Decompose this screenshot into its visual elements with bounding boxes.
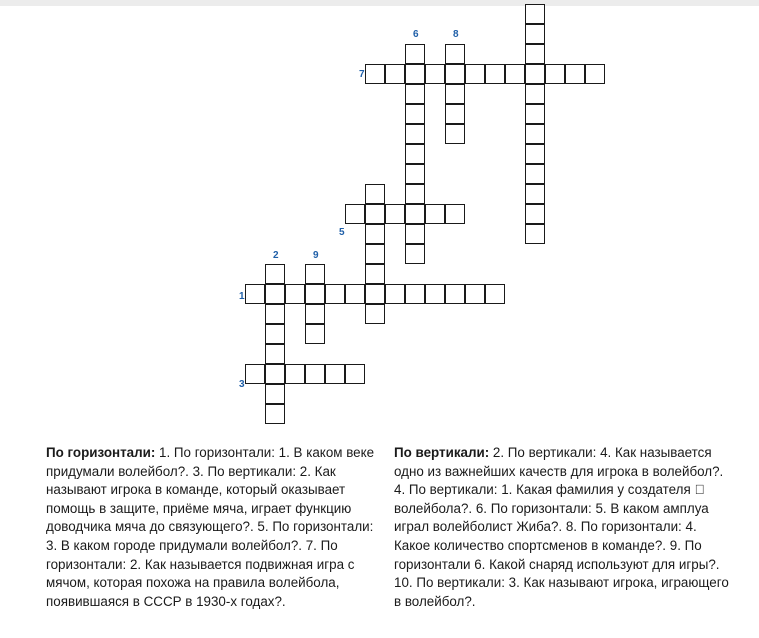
clue-number-1: 1 xyxy=(239,291,245,302)
crossword-cell[interactable] xyxy=(405,84,425,104)
crossword-cell[interactable] xyxy=(365,304,385,324)
crossword-cell[interactable] xyxy=(345,364,365,384)
crossword-cell[interactable] xyxy=(465,284,485,304)
clue-number-3: 3 xyxy=(239,379,245,390)
crossword-cell[interactable] xyxy=(525,4,545,24)
crossword-cell[interactable] xyxy=(265,324,285,344)
crossword-cell[interactable] xyxy=(305,304,325,324)
crossword-cell[interactable] xyxy=(365,224,385,244)
crossword-cell[interactable] xyxy=(525,184,545,204)
clue-number-9: 9 xyxy=(313,250,319,261)
crossword-cell[interactable] xyxy=(405,244,425,264)
crossword-cell[interactable] xyxy=(405,184,425,204)
horizontal-heading: По горизонтали: xyxy=(46,445,156,460)
crossword-cell[interactable] xyxy=(565,64,585,84)
crossword-cell[interactable] xyxy=(325,284,345,304)
crossword-cell[interactable] xyxy=(485,284,505,304)
crossword-cell[interactable] xyxy=(505,64,525,84)
crossword-cell[interactable] xyxy=(385,204,405,224)
crossword-cell[interactable] xyxy=(365,284,385,304)
crossword-cell[interactable] xyxy=(285,364,305,384)
vertical-heading: По вертикали: xyxy=(394,445,490,460)
vertical-clues-text: 2. По вертикали: 4. Как называется одно из важнейших качеств для игрока в волейбол?. 4. По вертикали: 1. Какая фамилия у создателя   волейбола?. 6. По горизонтали: 5. В каком амплуа играл волейболист Жиба?. 8. По горизонтали: 4. Какое количество спортсменов в команде?. 9. По горизонтали 6. Какой снаряд используют для игры?. 10. По вертикали: 3. Как называют игрока, играющего в волейбол?. xyxy=(394,445,729,609)
crossword-cell[interactable] xyxy=(525,124,545,144)
crossword-cell[interactable] xyxy=(545,64,565,84)
crossword-cell[interactable] xyxy=(585,64,605,84)
crossword-cell[interactable] xyxy=(525,164,545,184)
clue-number-5: 5 xyxy=(339,227,345,238)
crossword-cell[interactable] xyxy=(405,164,425,184)
crossword-cell[interactable] xyxy=(385,284,405,304)
crossword-cell[interactable] xyxy=(385,64,405,84)
crossword-cell[interactable] xyxy=(465,64,485,84)
crossword-cell[interactable] xyxy=(365,204,385,224)
crossword-cell[interactable] xyxy=(265,344,285,364)
crossword-cell[interactable] xyxy=(305,364,325,384)
clue-number-2: 2 xyxy=(273,250,279,261)
crossword-cell[interactable] xyxy=(405,124,425,144)
crossword-cell[interactable] xyxy=(485,64,505,84)
crossword-cell[interactable] xyxy=(525,64,545,84)
crossword-cell[interactable] xyxy=(345,284,365,304)
crossword-cell[interactable] xyxy=(265,384,285,404)
crossword-cell[interactable] xyxy=(445,104,465,124)
crossword-cell[interactable] xyxy=(405,224,425,244)
crossword-cell[interactable] xyxy=(445,204,465,224)
crossword-cell[interactable] xyxy=(525,44,545,64)
crossword-cell[interactable] xyxy=(445,64,465,84)
crossword-cell[interactable] xyxy=(405,144,425,164)
crossword-cell[interactable] xyxy=(525,224,545,244)
crossword-cell[interactable] xyxy=(325,364,345,384)
crossword-cell[interactable] xyxy=(425,284,445,304)
crossword-cell[interactable] xyxy=(365,184,385,204)
clue-number-6: 6 xyxy=(413,29,419,40)
crossword-cell[interactable] xyxy=(245,364,265,384)
crossword-cell[interactable] xyxy=(365,264,385,284)
crossword-cell[interactable] xyxy=(305,284,325,304)
crossword-cell[interactable] xyxy=(305,264,325,284)
crossword-cell[interactable] xyxy=(405,64,425,84)
crossword-cell[interactable] xyxy=(265,364,285,384)
clue-number-7: 7 xyxy=(359,69,365,80)
crossword-cell[interactable] xyxy=(365,244,385,264)
crossword-cell[interactable] xyxy=(265,284,285,304)
crossword-cell[interactable] xyxy=(425,64,445,84)
crossword-cell[interactable] xyxy=(445,284,465,304)
crossword-cell[interactable] xyxy=(425,204,445,224)
crossword-cell[interactable] xyxy=(445,44,465,64)
vertical-clues xyxy=(394,444,730,611)
crossword-cell[interactable] xyxy=(245,284,265,304)
crossword-cell[interactable] xyxy=(285,284,305,304)
horizontal-clues-text: 1. По горизонтали: 1. В каком веке придумали волейбол?. 3. По вертикали: 2. Как называют игрока в команде, который оказывает помощь в защите, приёме мяча, играет функцию доводчика мяча до связующего?. 5. По горизонтали: 3. В каком городе придумали волейбол?. 7. По горизонтали: 2. Как называется подвижная игра с мячом, которая похожа на правила волейбола, появившаяся в СССР в 1930-х годах?. xyxy=(46,445,375,609)
crossword-cell[interactable] xyxy=(265,404,285,424)
crossword-cell[interactable] xyxy=(525,144,545,164)
crossword-cell[interactable] xyxy=(405,104,425,124)
crossword-cell[interactable] xyxy=(265,264,285,284)
crossword-cell[interactable] xyxy=(265,304,285,324)
crossword-cell[interactable] xyxy=(305,324,325,344)
clue-number-8: 8 xyxy=(453,29,459,40)
crossword-cell[interactable] xyxy=(405,284,425,304)
crossword-cell[interactable] xyxy=(405,204,425,224)
crossword-cell[interactable] xyxy=(445,124,465,144)
horizontal-clues xyxy=(46,444,388,611)
crossword-cell[interactable] xyxy=(345,204,365,224)
crossword-cell[interactable] xyxy=(525,24,545,44)
crossword-cell[interactable] xyxy=(445,84,465,104)
crossword-cell[interactable] xyxy=(405,44,425,64)
crossword-cell[interactable] xyxy=(525,104,545,124)
crossword-cell[interactable] xyxy=(525,84,545,104)
crossword-cell[interactable] xyxy=(525,204,545,224)
crossword-cell[interactable] xyxy=(365,64,385,84)
